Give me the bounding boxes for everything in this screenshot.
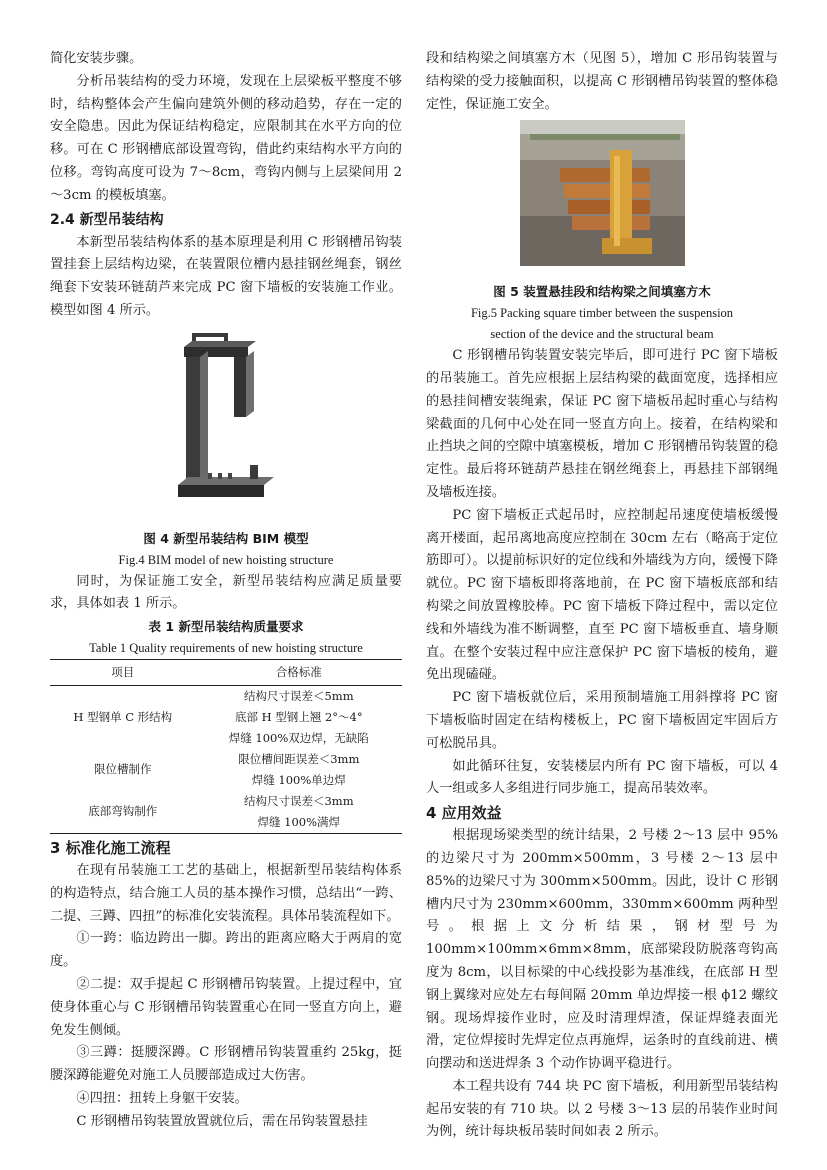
paragraph: PC 窗下墙板正式起吊时，应控制起吊速度使墙板缓慢离开楼面，起吊离地高度应控制在 30cm 左右（略高于定位筋即可）。以提前标识好的定位线和外墙线为方向，缓慢下降就位。PC 窗下墙板即将落地前，在 PC 窗下墙板底部和结构梁之间放置橡胶棒。PC 窗下墙板下降过程中，需以定位线和外墙线为准不断调整，直至 PC 窗下墙板垂直、墙身顺直。在整个安装过程中应注意保护 PC 窗下墙板的棱角，避免出现磕碰。: [426, 507, 778, 683]
figure-caption-cn: 图 4 新型吊装结构 BIM 模型: [143, 530, 309, 546]
table-caption-en: Table 1 Quality requirements of new hoisting structure: [89, 641, 363, 656]
table-cell: 底部 H 型钢上翘 2°～4°: [234, 709, 363, 724]
table-header: 项目: [50, 660, 196, 686]
paragraph: 同时，为保证施工安全，新型吊装结构应满足质量要求，具体如表 1 所示。: [50, 573, 402, 612]
paragraph: ④四扭：扭转上身躯干安装。: [76, 1090, 248, 1106]
paragraph: 简化安装步骤。: [50, 51, 143, 66]
paragraph: ②二提：双手提起 C 形钢槽吊钩装置。上提过程中，宜使身体重心与 C 形钢槽吊钩装置重心在同一竖直方向上，避免发生侧倾。: [50, 976, 402, 1038]
table-cell: 底部弯钩制作: [50, 791, 196, 834]
table-cell: 限位槽制作: [94, 762, 152, 777]
paragraph: PC 窗下墙板就位后，采用预制墙施工用斜撑将 PC 窗下墙板临时固定在结构楼板上，PC 窗下墙板固定牢固后方可松脱吊具。: [426, 690, 778, 751]
table-cell: 限位槽间距误差＜3mm: [238, 751, 360, 766]
paragraph: 本工程共设有 744 块 PC 窗下墙板，利用新型吊装结构起吊安装的有 710 块。以 2 号楼 3～13 层的吊装作业时间为例，统计每块板吊装时间如表 2 所示。: [426, 1078, 778, 1140]
table-caption-cn: 表 1 新型吊装结构质量要求: [148, 619, 304, 635]
section-heading: 2.4 新型吊装结构: [50, 211, 164, 228]
table-cell: 焊缝 100%单边焊: [251, 772, 346, 787]
section-heading: 3 标准化施工流程: [50, 838, 171, 857]
table-cell: H 型钢单 C 形结构: [73, 709, 173, 724]
paragraph: C 形钢槽吊钩装置安装完毕后，即可进行 PC 窗下墙板的吊装施工。首先应根据上层结构梁的截面宽度，选择相应的悬挂间槽安装绳索，保证 PC 窗下墙板吊起时重心与结构梁截面的几何中心处在同一竖直方向上。接着，在结构梁和止挡块之间的空隙中填塞模板，增加 C 形钢槽吊钩装置的稳定性。最后将环链葫芦悬挂在钢丝绳套上，再悬挂下部钢绳及墙板连接。: [426, 348, 778, 500]
paragraph: 如此循环往复，安装楼层内所有 PC 窗下墙板，可以 4 人一组或多人多组进行同步施工，提高吊装效率。: [426, 758, 778, 797]
figure-caption-en: section of the device and the structural beam: [490, 327, 714, 342]
paragraph: 根据现场梁类型的统计结果，2 号楼 2～13 层中 95%的边梁尺寸为 200mm×500mm，3 号楼 2～13 层中 85%的边梁尺寸为 300mm×500mm。因此，设计 C 形钢槽内尺寸为 230mm×600mm，330mm×600mm 两种型号。根据上文分析结果，钢材型号为 100mm×100mm×6mm×8mm，底部梁段防脱落弯钩高度为 8cm，以目标梁的中心线投影为基准线，在底部 H 型钢上翼缘对应处左右每间隔 20mm 单边焊接一根 ϕ12 螺纹钢。现场焊接作业时，应及时清理焊渣，保证焊缝表面光滑，定位焊接时先焊定位点再施焊，运条时的直线前进、横向摆动和送进焊条 3 个动作协调平稳进行。: [426, 828, 778, 1072]
table-cell: 焊缝 100%双边焊，无缺陷: [228, 730, 369, 745]
bim-model-image: [156, 327, 296, 517]
right-column: [426, 48, 778, 1144]
figure-5: [426, 116, 778, 345]
paragraph: C 形钢槽吊钩装置放置就位后，需在吊钩装置悬挂: [76, 1113, 368, 1129]
table-cell: 焊缝 100%满焊: [196, 812, 402, 834]
left-column: [50, 48, 402, 1134]
figure-caption-en: Fig.4 BIM model of new hoisting structure: [118, 552, 334, 567]
figure-caption-cn: 图 5 装置悬挂段和结构梁之间填塞方木: [493, 284, 711, 300]
section-heading: 4 应用效益: [426, 804, 502, 823]
table-cell: 结构尺寸误差＜3mm: [243, 793, 354, 808]
paragraph: 本新型吊装结构体系的基本原理是利用 C 形钢槽吊钩装置挂套上层结构边梁，在装置限位槽内悬挂钢丝绳套，钢丝绳套下安装环链葫芦来完成 PC 窗下墙板的安装施工作业。模型如图 4 所示。: [50, 234, 402, 318]
figure-4: [50, 323, 402, 571]
timber-packing-photo: [520, 120, 685, 266]
table-header: 合格标准: [196, 660, 402, 686]
paragraph: ①一跨：临边跨出一脚。跨出的距离应略大于两肩的宽度。: [50, 931, 402, 970]
table-cell: 结构尺寸误差＜5mm: [243, 688, 354, 703]
paragraph: 在现有吊装施工工艺的基础上，根据新型吊装结构体系的构造特点，结合施工人员的基本操作习惯，总结出“一跨、二提、三蹲、四扭”的标准化安装流程。具体吊装流程如下。: [50, 862, 402, 924]
paragraph: 分析吊装结构的受力环境，发现在上层梁板平整度不够时，结构整体会产生偏向建筑外侧的移动趋势，存在一定的安全隐患。因此为保证结构稳定，应限制其在水平方向的位移。可在 C 形钢槽底部设置弯钩，借此约束结构水平方向的位移。弯钩高度可设为 7～8cm，弯钩内侧与上层梁间用 2～3cm 的模板填塞。: [50, 73, 402, 203]
quality-table: [50, 659, 402, 834]
paragraph: ③三蹲：挺腰深蹲。C 形钢槽吊钩装置重约 25kg，挺腰深蹲能避免对施工人员腰部造成过大伤害。: [50, 1045, 402, 1084]
paragraph: 段和结构梁之间填塞方木（见图 5），增加 C 形吊钩装置与结构梁的受力接触面积，以提高 C 形钢槽吊钩装置的整体稳定性，保证施工安全。: [426, 51, 778, 112]
figure-caption-en: Fig.5 Packing square timber between the suspension: [470, 306, 734, 321]
